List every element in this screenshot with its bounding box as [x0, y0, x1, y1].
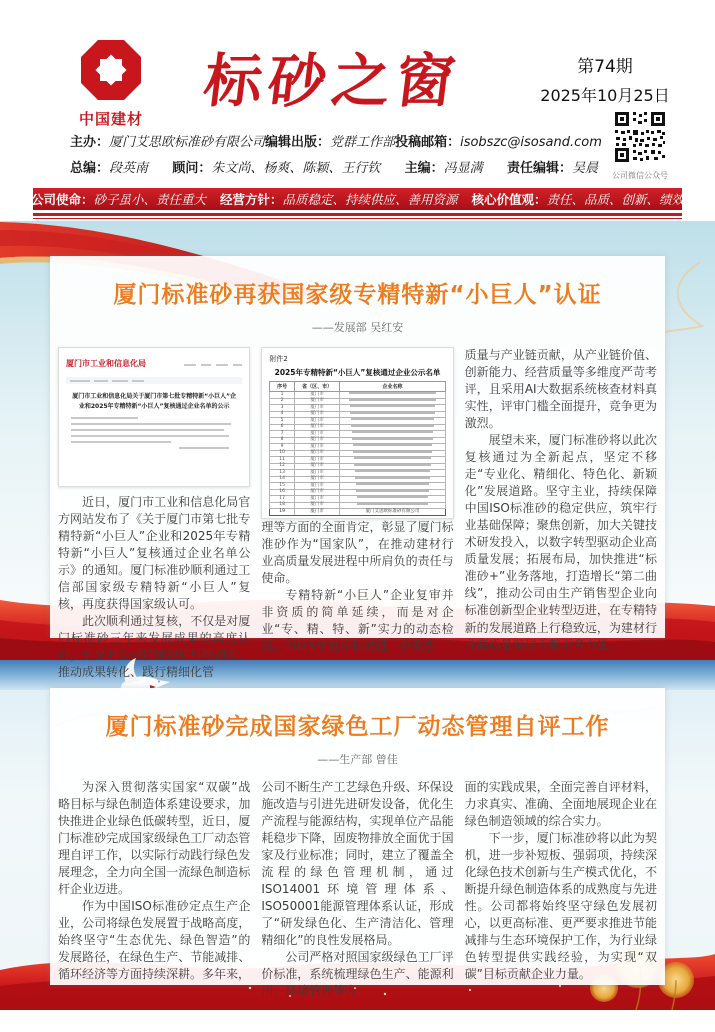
publisher-info-line2 — [70, 157, 598, 176]
logo-text: 中国建材 — [78, 110, 143, 128]
attachment-table-row: 12 厦门市 — [270, 463, 445, 470]
attachment-table-row: 5 厦门市 — [270, 418, 445, 425]
article2-columns — [50, 767, 665, 1000]
label-value-pair: 核心价值观：责任、品质、创新、绩效 — [471, 192, 685, 207]
gov-site-name: 厦门市工业和信息化局 — [66, 358, 146, 368]
label-value-pair: 经营方针：品质稳定、持续供应、善用资源 — [219, 192, 458, 207]
paragraph: 专精特新“小巨人”企业复审并非资质的简单延续，而是对企业“专、精、特、新”实力的动态检验。2025年复审标准进一步聚焦 — [261, 588, 454, 654]
attachment-table — [269, 381, 445, 516]
attachment-table-row: 7 厦门市 — [270, 431, 445, 438]
attachment-table-row: 9 厦门市 — [270, 444, 445, 451]
label-value-pair: 主办：厦门艾思欧标准砂有限公司 — [70, 135, 266, 150]
attachment-table-row: 11 厦门市 — [270, 457, 445, 464]
attachment-table-row: 6 厦门市 — [270, 424, 445, 431]
attachment-table-row: 2 厦门市 — [270, 398, 445, 405]
article2-title: 厦门标准砂完成国家绿色工厂动态管理自评工作 — [105, 714, 610, 740]
attachment-label: 附件2 — [269, 355, 288, 363]
issue-number: 第74期 — [577, 57, 633, 77]
publisher-info-line1 — [70, 131, 602, 150]
label-value-pair: 责任编辑：吴晨 — [506, 161, 598, 176]
attachment-table-row: 1 厦门市 — [270, 392, 445, 399]
attachment-table-row: 13 厦门市 — [270, 470, 445, 477]
paragraph: 质量与产业链贡献，从产业链价值、创新能力、经营质量等多维度严苛考评，且采用AI大数据系统核查材料真实性，评审门槛全面提升，竞争更为激烈。 — [464, 348, 657, 431]
article2-card — [50, 688, 665, 999]
attachment-table-row: 8 厦门市 — [270, 437, 445, 444]
paragraph: 面的实践成果，全面完善自评材料，力求真实、准确、全面地展现企业在绿色制造领域的综合实力。 — [464, 780, 657, 829]
attachment-table-row: 15 厦门市 — [270, 483, 445, 490]
attachment-table-header: 序号 省（区、市） 企业名称 — [270, 382, 445, 392]
cnbm-logo-icon — [79, 38, 143, 102]
attachment-table-row: 3 厦门市 — [270, 405, 445, 412]
attachment-table-screenshot — [261, 347, 453, 519]
attachment-table-row: 18 厦门市 — [270, 502, 445, 509]
attachment-table-body — [270, 392, 445, 516]
attachment-table-row: 10 厦门市 — [270, 450, 445, 457]
attachment-table-row: 16 厦门市 — [270, 489, 445, 496]
paragraph: 为深入贯彻落实国家“双碳”战略目标与绿色制造体系建设要求，加快推进企业绿色低碳转型，近日，厦门标准砂完成国家级绿色工厂动态管理自评工作，以实际行动践行绿色发展理念，全力向全国一流绿色制造标杆企业迈进。 — [58, 780, 251, 897]
gov-website-screenshot — [58, 347, 250, 487]
paragraph: 理等方面的全面肯定，彰显了厦门标准砂作为“国家队”，在推动建材行业高质量发展进程中所肩负的责任与使命。 — [261, 520, 454, 586]
label-value-pair: 主编：冯显满 — [404, 161, 483, 176]
label-value-pair: 公司使命：砂子虽小、责任重大 — [30, 192, 206, 207]
label-value-pair: 投稿邮箱：isobszc@isosand.com — [395, 135, 602, 150]
attachment-table-row: 19 厦门市 厦门艾思欧标准砂有限公司 — [270, 509, 445, 516]
article2-byline: ——生产部 曾佳 — [317, 753, 398, 766]
article-column — [261, 779, 453, 1000]
paragraph: 下一步，厦门标准砂将以此为契机，进一步补短板、强弱项，持续深化绿色技术创新与生产模式优化，不断提升绿色制造体系的成熟度与先进性。公司都将始终坚守绿色发展初心，以更高标准、更严要求推进节能减排与生态环境保护工作，为行业绿色转型提供实践经验，为实现“双碳”目标贡献企业力量。 — [464, 831, 657, 982]
label-value-pair: 顾问：朱文尚、杨爽、陈颖、王行钦 — [172, 161, 381, 176]
qr-code-icon — [613, 110, 667, 164]
gov-doc-title: 厦门市工业和信息化局关于厦门市第七批专精特新“小巨人”企业和2025年专精特新“小巨人”复核通过企业名单的公示 — [72, 393, 237, 410]
cnbm-logo — [72, 38, 150, 129]
paragraph: 公司严格对照国家级绿色工厂评价标准，系统梳理绿色生产、能源利用、环境管理等方 — [261, 950, 454, 999]
article-column — [58, 779, 250, 1000]
mission-banner — [30, 188, 685, 210]
masthead-title: 标砂之窗 — [200, 47, 465, 115]
article-column — [465, 779, 657, 1000]
paragraph: 公司不断生产工艺绿色升级、环保设施改造与引进先进研发设备，优化生产流程与能源结构，实现单位产品能耗稳步下降，固废物排放全面优于国家及行业标准；同时，建立了覆盖全流程的绿色管理机制，通过ISO14001环境管理体系、ISO50001能源管理体系认证，形成了“研发绿色化、生产清洁化、管理精细化”的良性发展格局。 — [261, 780, 454, 948]
paragraph: 此次顺利通过复核，不仅是对厦门标准砂三年来发展成果的高度认可，更是对公司持续深耕科技创新、推动成果转化、践行精细化管 — [58, 614, 251, 680]
article-column — [58, 347, 250, 681]
paragraph: 展望未来，厦门标准砂将以此次复核通过为全新起点，坚定不移走“专业化、精细化、特色化、新颖化”发展道路。坚守主业，持续保障中国ISO标准砂的稳定供应，筑牢行业基础保障；聚焦创新，加大关键技术研发投入，以数字转型驱动企业高质量发展；拓展布局，加快推进“标准砂+”业务落地，打造增长“第二曲线”，推动公司由生产销售型企业向标准创新型企业转型迈进，在专精特新的发展道路上行稳致远，为建材行业高质量发展贡献更多力量。 — [464, 433, 657, 652]
article-column — [261, 347, 453, 681]
label-value-pair: 总编：段英南 — [70, 161, 149, 176]
paragraph: 作为中国ISO标准砂定点生产企业，公司将绿色发展置于战略高度，始终坚守“生态优先、绿色智造”的发展路径，在绿色生产、节能减排、循环经济等方面持续深耕。多年来， — [58, 899, 251, 982]
article1-card — [50, 256, 665, 680]
gov-breadcrumb — [66, 377, 242, 384]
attachment-table-row: 14 厦门市 — [270, 476, 445, 483]
issue-info — [540, 52, 670, 106]
gov-doc-body-lines — [66, 417, 242, 449]
attachment-table-row: 4 厦门市 — [270, 411, 445, 418]
wechat-qr — [610, 110, 670, 181]
issue-date: 2025年10月25日 — [540, 86, 670, 105]
paragraph: 近日，厦门市工业和信息化局官方网站发布了《关于厦门市第七批专精特新“小巨人”企业和2025年专精特新“小巨人”复核通过企业名单公示》的通知。厦门标准砂顺利通过工信部国家级专精特新“小巨人”复核，再度获得国家级认可。 — [58, 495, 251, 612]
attachment-table-title: 2025年专精特新“小巨人”复核通过企业公示名单 — [274, 368, 441, 377]
article-column — [465, 347, 657, 681]
article1-columns — [50, 335, 665, 681]
article1-byline: ——发展部 吴红安 — [311, 321, 404, 334]
attachment-table-row: 17 厦门市 — [270, 496, 445, 503]
qr-caption: 公司微信公众号 — [612, 171, 668, 180]
article1-title: 厦门标准砂再获国家级专精特新“小巨人”认证 — [113, 282, 602, 308]
label-value-pair: 编辑出版：党群工作部 — [265, 135, 396, 150]
divider-line-thick — [33, 213, 682, 216]
divider-line-thin — [33, 218, 682, 219]
